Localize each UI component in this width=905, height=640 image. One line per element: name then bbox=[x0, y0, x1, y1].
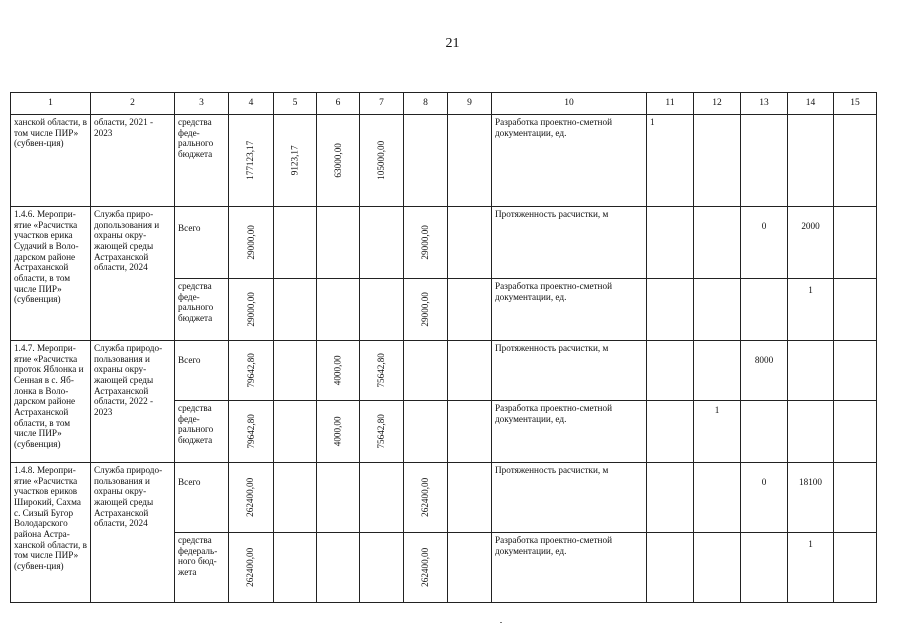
amount-2022-cell bbox=[317, 401, 360, 463]
amount-total: 262400,00 bbox=[245, 477, 256, 518]
amount-2024-cell bbox=[404, 207, 448, 279]
col-header: 15 bbox=[834, 93, 877, 115]
indicator-name: Разработка проектно-сметной документации, ед. bbox=[492, 115, 647, 207]
col-header: 13 bbox=[741, 93, 788, 115]
indicator-name: Разработка проектно-сметной документации, ед. bbox=[492, 533, 647, 603]
amount-total-cell bbox=[229, 115, 274, 207]
amount-total-cell bbox=[229, 463, 274, 533]
amount-2024-cell bbox=[404, 279, 448, 341]
indicator-value bbox=[788, 115, 834, 207]
indicator-value: 0 bbox=[741, 207, 788, 279]
executor: области, 2021 - 2023 bbox=[91, 115, 175, 207]
amount-2022-cell bbox=[317, 115, 360, 207]
activities-table bbox=[10, 92, 877, 603]
col-header: 5 bbox=[274, 93, 317, 115]
indicator-value: 1 bbox=[647, 115, 694, 207]
amount-2023: 75642,80 bbox=[376, 353, 387, 388]
activity-name: 1.4.7. Меропри-ятие «Расчистка проток Яблонка и Сенная в с. Яб-лонка в Воло-дарском районе Астраханской области, в том числе ПИР» (субвенция) bbox=[11, 341, 91, 463]
amount-2024: 262400,00 bbox=[420, 477, 431, 518]
executor: Служба природо-пользования и охраны окру-жающей среды Астраханской области, 2024 bbox=[91, 463, 175, 603]
col-header: 12 bbox=[694, 93, 741, 115]
indicator-value bbox=[741, 115, 788, 207]
col-header: 1 bbox=[11, 93, 91, 115]
funding-source: Всего bbox=[175, 341, 229, 401]
col-header: 2 bbox=[91, 93, 175, 115]
funding-source: средства феде-рального бюджета bbox=[175, 279, 229, 341]
funding-source: Всего bbox=[175, 207, 229, 279]
indicator-value: 18100 bbox=[788, 463, 834, 533]
funding-source: средства феде-рального бюджета bbox=[175, 401, 229, 463]
amount-total-cell bbox=[229, 207, 274, 279]
amount-total: 177123,17 bbox=[245, 140, 256, 181]
table-row bbox=[11, 115, 877, 207]
amount-2022: 4000,00 bbox=[332, 416, 343, 447]
table-row bbox=[11, 207, 877, 279]
indicator-name: Протяженность расчистки, м bbox=[492, 341, 647, 401]
funding-source: Всего bbox=[175, 463, 229, 533]
indicator-name: Протяженность расчистки, м bbox=[492, 463, 647, 533]
activity-name: ханской области, в том числе ПИР» (субвен-ция) bbox=[11, 115, 91, 207]
amount-2023-cell bbox=[360, 401, 404, 463]
col-header: 14 bbox=[788, 93, 834, 115]
funding-source: средства федераль-ного бюд-жета bbox=[175, 533, 229, 603]
amount-2022: 63000,00 bbox=[332, 143, 343, 178]
amount-2025-cell bbox=[448, 115, 492, 207]
indicator-value: 8000 bbox=[741, 341, 788, 401]
amount-2024-cell bbox=[404, 115, 448, 207]
amount-2024-cell bbox=[404, 533, 448, 603]
amount-total: 29000,00 bbox=[245, 292, 256, 327]
amount-total-cell bbox=[229, 279, 274, 341]
amount-2021-cell bbox=[274, 115, 317, 207]
indicator-value: 1 bbox=[788, 533, 834, 603]
col-header: 11 bbox=[647, 93, 694, 115]
amount-total: 29000,00 bbox=[245, 225, 256, 260]
indicator-value bbox=[834, 115, 877, 207]
col-header: 4 bbox=[229, 93, 274, 115]
amount-2021: 9123,17 bbox=[289, 145, 300, 176]
indicator-name: Разработка проектно-сметной документации, ед. bbox=[492, 401, 647, 463]
amount-2022: 4000,00 bbox=[332, 355, 343, 386]
amount-2024: 29000,00 bbox=[420, 225, 431, 260]
amount-2024-cell bbox=[404, 463, 448, 533]
amount-total-cell bbox=[229, 533, 274, 603]
amount-2023: 75642,80 bbox=[376, 414, 387, 449]
col-header: 3 bbox=[175, 93, 229, 115]
table-row bbox=[11, 341, 877, 401]
indicator-value bbox=[694, 115, 741, 207]
executor: Служба приро-допользования и охраны окру-жающей среды Астраханской области, 2024 bbox=[91, 207, 175, 341]
amount-total: 262400,00 bbox=[245, 547, 256, 588]
amount-total: 79642,80 bbox=[245, 353, 256, 388]
amount-2023-cell bbox=[360, 115, 404, 207]
col-header: 6 bbox=[317, 93, 360, 115]
amount-total: 79642,80 bbox=[245, 414, 256, 449]
scan-artifact bbox=[500, 622, 502, 623]
indicator-value: 0 bbox=[741, 463, 788, 533]
amount-2024: 29000,00 bbox=[420, 292, 431, 327]
funding-source: средства феде-рального бюджета bbox=[175, 115, 229, 207]
indicator-value: 1 bbox=[694, 401, 741, 463]
amount-total-cell bbox=[229, 341, 274, 401]
col-header: 9 bbox=[448, 93, 492, 115]
indicator-value: 1 bbox=[788, 279, 834, 341]
column-number-row bbox=[11, 93, 877, 115]
executor: Служба природо-пользования и охраны окру-жающей среды Астраханской области, 2022 - 2023 bbox=[91, 341, 175, 463]
indicator-value: 2000 bbox=[788, 207, 834, 279]
table-row bbox=[11, 463, 877, 533]
amount-2023-cell bbox=[360, 341, 404, 401]
indicator-name: Разработка проектно-сметной документации, ед. bbox=[492, 279, 647, 341]
col-header: 7 bbox=[360, 93, 404, 115]
amount-2022-cell bbox=[317, 341, 360, 401]
indicator-name: Протяженность расчистки, м bbox=[492, 207, 647, 279]
page-number: 21 bbox=[445, 36, 460, 51]
col-header: 10 bbox=[492, 93, 647, 115]
amount-total-cell bbox=[229, 401, 274, 463]
amount-2023: 105000,00 bbox=[376, 140, 387, 181]
amount-2024: 262400,00 bbox=[420, 547, 431, 588]
activity-name: 1.4.8. Меропри-ятие «Расчистка участков ериков Широкий, Сахма с. Сизый Бугор Володарского района Астра-ханской области, в том числе ПИР» (субвен-ция) bbox=[11, 463, 91, 603]
col-header: 8 bbox=[404, 93, 448, 115]
activity-name: 1.4.6. Меропри-ятие «Расчистка участков ерика Судачий в Воло-дарском районе Астраханской области, в том числе ПИР» (субвенция) bbox=[11, 207, 91, 341]
